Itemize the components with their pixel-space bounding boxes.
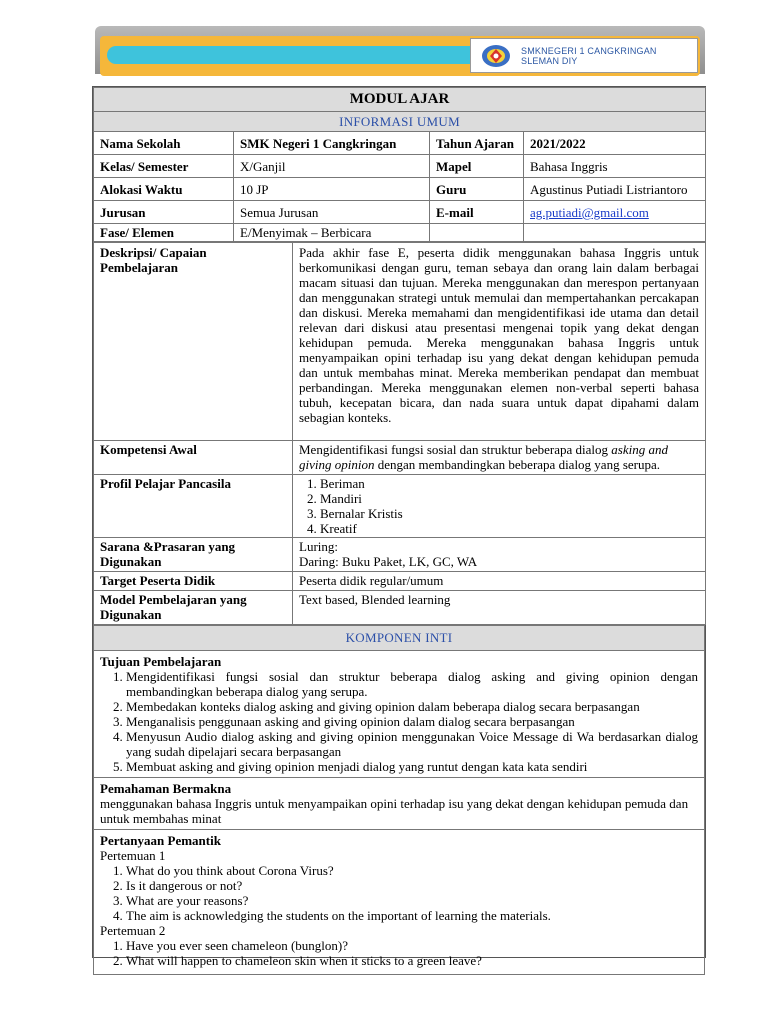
logo-line2: SLEMAN DIY [521, 55, 578, 66]
school-emblem-icon [481, 43, 511, 69]
major-value: Semua Jurusan [234, 201, 430, 224]
header-banner [95, 26, 705, 82]
school-label: Nama Sekolah [94, 132, 234, 155]
competence-text-italic: asking and giving opinion [299, 442, 668, 472]
info-heading: INFORMASI UMUM [94, 112, 706, 132]
detail-table [93, 242, 706, 625]
meeting1-label: Pertemuan 1 [100, 848, 166, 863]
subject-value: Bahasa Inggris [524, 155, 706, 178]
objectives-list [100, 669, 698, 774]
competence-text-pre: Mengidentifikasi fungsi sosial dan struktur beberapa dialog [299, 442, 612, 457]
school-logo-box [470, 38, 698, 73]
competence-text [293, 441, 706, 475]
competence-text-post: dengan membandingkan beberapa dialog yang serupa. [374, 457, 661, 472]
facility-line2: Daring: Buku Paket, LK, GC, WA [299, 554, 478, 569]
questions-section [94, 830, 705, 975]
time-label: Alokasi Waktu [94, 178, 234, 201]
class-value: X/Ganjil [234, 155, 430, 178]
list-item: 5. Membuat asking and giving opinion menjadi dialog yang runtut dengan kata kata sendiri [126, 759, 698, 774]
facility-cell [293, 538, 706, 572]
year-value: 2021/2022 [524, 132, 706, 155]
email-label: E-mail [430, 201, 524, 224]
profile-list-cell [293, 475, 706, 538]
class-label: Kelas/ Semester [94, 155, 234, 178]
meeting2-list [100, 938, 698, 968]
objectives-section [94, 651, 705, 778]
modul-ajar-document [92, 86, 706, 968]
list-item: 3. Menganalisis penggunaan asking and giving opinion dalam dialog secara berpasangan [126, 714, 698, 729]
questions-title: Pertanyaan Pemantik [100, 833, 221, 848]
teacher-value: Agustinus Putiadi Listriantoro [524, 178, 706, 201]
profile-label: Profil Pelajar Pancasila [94, 475, 293, 538]
list-item: 2. Membedakan konteks dialog asking and giving opinion dalam beberapa dialog secara berpasangan [126, 699, 698, 714]
list-item: 2. Mandiri [320, 491, 699, 506]
empty-cell [524, 224, 706, 242]
info-table [93, 87, 706, 242]
list-item: 2. Is it dangerous or not? [126, 878, 698, 893]
model-value: Text based, Blended learning [293, 591, 706, 625]
time-value: 10 JP [234, 178, 430, 201]
list-item: 4. Menyusun Audio dialog asking and giving opinion menggunakan Voice Message di Wa berdasarkan dialog yang sudah dipelajari secara berpasangan [126, 729, 698, 759]
target-label: Target Peserta Didik [94, 572, 293, 591]
document-title: MODUL AJAR [94, 88, 706, 112]
target-value: Peserta didik regular/umum [293, 572, 706, 591]
list-item: 1. Beriman [320, 476, 699, 491]
profile-list [299, 476, 699, 536]
desc-text: Pada akhir fase E, peserta didik menggunakan bahasa Inggris untuk berkomunikasi dengan guru, teman sebaya dan orang lain dalam berbagai macam situasi dan tujuan. Mereka menggunakan dan merespon pertanyaan dan menggunakan strategi untuk memulai dan mempertahankan percakapan dan diskusi. Mereka memahami dan mengidentifikasi ide utama dan detail relevan dari diskusi atau presentasi mengenai topik yang dekat dengan kehidupan pemuda. Mereka menggunakan bahasa Inggris untuk menyampaikan opini terhadap isu yang dekat dengan kehidupan pemuda dan untuk membahas minat. Mereka memberikan pendapat dan membuat perbandingan. Mereka menggunakan elemen non-verbal seperti bahasa tubuh, kecepatan bicara, dan nada suara untuk dapat dipahami dalam sebagian konteks. [293, 243, 706, 441]
model-label: Model Pembelajaran yang Digunakan [94, 591, 293, 625]
school-value: SMK Negeri 1 Cangkringan [234, 132, 430, 155]
list-item: 4. Kreatif [320, 521, 699, 536]
major-label: Jurusan [94, 201, 234, 224]
meaning-section [94, 778, 705, 830]
list-item: 1. Have you ever seen chameleon (bunglon)? [126, 938, 698, 953]
core-table [93, 625, 705, 975]
facility-line1: Luring: [299, 539, 338, 554]
email-link-text[interactable]: ag.putiadi@gmail.com [530, 205, 649, 220]
list-item: 4. The aim is acknowledging the students on the important of learning the materials. [126, 908, 698, 923]
empty-cell [430, 224, 524, 242]
competence-label: Kompetensi Awal [94, 441, 293, 475]
phase-label: Fase/ Elemen [94, 224, 234, 242]
list-item: 3. Bernalar Kristis [320, 506, 699, 521]
year-label: Tahun Ajaran [430, 132, 524, 155]
core-heading: KOMPONEN INTI [94, 626, 705, 651]
logo-line1: SMKNEGERI 1 CANGKRINGAN [521, 45, 657, 56]
list-item: 3. What are your reasons? [126, 893, 698, 908]
phase-value: E/Menyimak – Berbicara [234, 224, 430, 242]
subject-label: Mapel [430, 155, 524, 178]
email-link[interactable] [524, 201, 706, 224]
objectives-title: Tujuan Pembelajaran [100, 654, 222, 669]
list-item: 2. What will happen to chameleon skin when it sticks to a green leave? [126, 953, 698, 968]
meaning-text: menggunakan bahasa Inggris untuk menyampaikan opini terhadap isu yang dekat dengan kehidupan pemuda dan untuk membahas minat [100, 796, 689, 826]
meaning-title: Pemahaman Bermakna [100, 781, 232, 796]
teacher-label: Guru [430, 178, 524, 201]
desc-label: Deskripsi/ Capaian Pembelajaran [94, 243, 293, 441]
list-item: 1. What do you think about Corona Virus? [126, 863, 698, 878]
facility-label: Sarana &Prasaran yang Digunakan [94, 538, 293, 572]
meeting1-list [100, 863, 698, 923]
list-item: 1. Mengidentifikasi fungsi sosial dan struktur beberapa dialog asking and giving opinion dengan membandingkan beberapa dialog yang serupa. [126, 669, 698, 699]
meeting2-label: Pertemuan 2 [100, 923, 166, 938]
